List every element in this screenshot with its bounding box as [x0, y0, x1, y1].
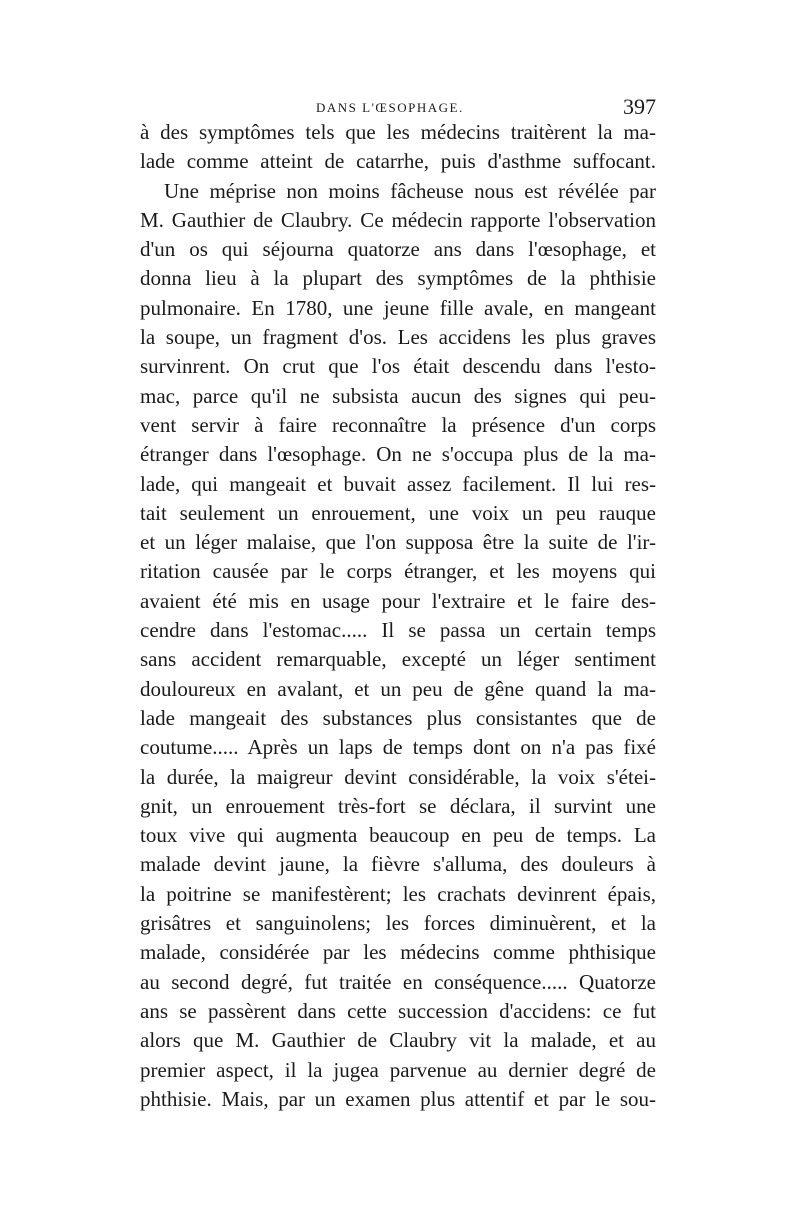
text-line: et un léger malaise, que l'on supposa être la suite de l'ir- [140, 530, 656, 555]
text-line: la poitrine se manifestèrent; les crachats devinrent épais, [140, 881, 656, 906]
page-header [140, 80, 656, 118]
text-line: Une méprise non moins fâcheuse nous est révélée par [164, 178, 656, 203]
text-line: malade devint jaune, la fièvre s'alluma, des douleurs à [140, 852, 656, 877]
running-head: DANS L'ŒSOPHAGE. [316, 100, 464, 115]
text-line: toux vive qui augmenta beaucoup en peu de temps. La [140, 823, 656, 848]
text-line: d'un os qui séjourna quatorze ans dans l'œsophage, et [140, 237, 656, 262]
text-line: ritation causée par le corps étranger, et les moyens qui [140, 559, 656, 584]
text-line: malade, considérée par les médecins comme phthisique [140, 940, 656, 965]
text-line: lade, qui mangeait et buvait assez facilement. Il lui res- [140, 471, 656, 496]
text-line: lade mangeait des substances plus consistantes que de [140, 705, 656, 730]
text-line: ans se passèrent dans cette succession d'accidens: ce fut [140, 998, 656, 1023]
text-line: à des symptômes tels que les médecins traitèrent la ma- [140, 120, 656, 144]
page-number: 397 [623, 94, 656, 119]
text-line: grisâtres et sanguinolens; les forces diminuèrent, et la [140, 911, 656, 936]
text-line: avaient été mis en usage pour l'extraire et le faire des- [140, 588, 656, 613]
text-line: étranger dans l'œsophage. On ne s'occupa plus de la ma- [140, 442, 656, 467]
text-line: tait seulement un enrouement, une voix un peu rauque [140, 500, 656, 525]
text-line: au second degré, fut traitée en conséquence..... Quatorze [140, 969, 656, 994]
text-line: survinrent. On crut que l'os était descendu dans l'esto- [140, 354, 656, 379]
text-line: vent servir à faire reconnaître la présence d'un corps [140, 412, 656, 437]
body-text [140, 118, 656, 1114]
text-line: gnit, un enrouement très-fort se déclara, il survint une [140, 793, 656, 818]
text-line: la soupe, un fragment d'os. Les accidens les plus graves [140, 325, 656, 350]
text-line: alors que M. Gauthier de Claubry vit la malade, et au [140, 1028, 656, 1053]
text-line: M. Gauthier de Claubry. Ce médecin rapporte l'observation [140, 207, 656, 232]
text-line: cendre dans l'estomac..... Il se passa un certain temps [140, 618, 656, 643]
text-line: douloureux en avalant, et un peu de gêne quand la ma- [140, 676, 656, 701]
text-line: mac, parce qu'il ne subsista aucun des signes qui peu- [140, 383, 656, 408]
text-line: phthisie. Mais, par un examen plus attentif et par le sou- [140, 1086, 656, 1111]
text-line: pulmonaire. En 1780, une jeune fille avale, en mangeant [140, 295, 656, 320]
text-line: sans accident remarquable, excepté un léger sentiment [140, 647, 656, 672]
book-page [140, 80, 656, 1114]
text-line: la durée, la maigreur devint considérable, la voix s'étei- [140, 764, 656, 789]
text-line: premier aspect, il la jugea parvenue au dernier degré de [140, 1057, 656, 1082]
text-line: coutume..... Après un laps de temps dont on n'a pas fixé [140, 735, 656, 760]
text-line: donna lieu à la plupart des symptômes de la phthisie [140, 266, 656, 291]
text-line: lade comme atteint de catarrhe, puis d'asthme suffocant. [140, 149, 656, 174]
